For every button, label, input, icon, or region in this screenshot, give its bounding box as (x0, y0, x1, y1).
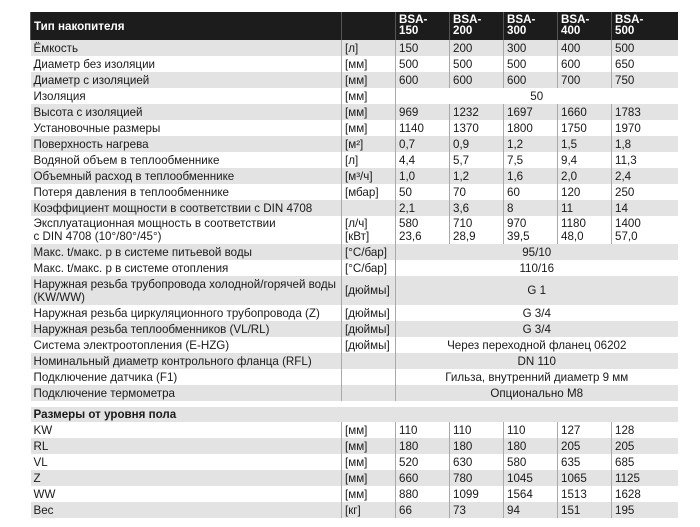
spec-label: Наружная резьба трубопровода холодной/горячей воды (KW/WW) (31, 276, 342, 305)
spec-value: 0,9 (450, 136, 504, 152)
spec-label: Изоляция (31, 88, 342, 104)
spec-row (31, 337, 678, 353)
spec-row (31, 276, 678, 305)
floor-value: 1125 (612, 470, 678, 486)
floor-value: 180 (396, 438, 450, 454)
floor-value: 205 (612, 438, 678, 454)
spec-value: 400 (558, 40, 612, 56)
spec-value: 600 (450, 72, 504, 88)
spec-value: 600 (504, 72, 558, 88)
spec-value: 1800 (504, 120, 558, 136)
spec-value: 250 (612, 184, 678, 200)
spec-row (31, 168, 678, 184)
spec-value: 1783 (612, 104, 678, 120)
floor-value: 94 (504, 502, 558, 518)
spec-unit: [мм] (342, 72, 396, 88)
spec-value: 970 39,5 (504, 216, 558, 244)
spec-label: Ёмкость (31, 40, 342, 56)
spec-value: 8 (504, 200, 558, 216)
floor-value: 195 (612, 502, 678, 518)
spec-value: 5,7 (450, 152, 504, 168)
floor-unit: [кг] (342, 502, 396, 518)
floor-value: 110 (396, 422, 450, 438)
spec-value: 1660 (558, 104, 612, 120)
floor-value: 1045 (504, 470, 558, 486)
spec-row (31, 152, 678, 168)
spec-label: Высота с изоляцией (31, 104, 342, 120)
floor-row (31, 502, 678, 518)
spec-row (31, 120, 678, 136)
floor-row (31, 470, 678, 486)
floor-value: 520 (396, 454, 450, 470)
spec-value-span: 110/16 (396, 260, 678, 276)
floor-value: 780 (450, 470, 504, 486)
spec-row (31, 136, 678, 152)
spec-value: 500 (396, 56, 450, 72)
spec-row (31, 385, 678, 401)
spec-value: 500 (450, 56, 504, 72)
section-title: Размеры от уровня пола (31, 407, 678, 422)
spec-unit: [л/ч] [кВт] (342, 216, 396, 244)
spec-label: Объемный расход в теплообменнике (31, 168, 342, 184)
spec-value: 11 (558, 200, 612, 216)
spec-value: 1697 (504, 104, 558, 120)
spec-unit: [дюймы] (342, 321, 396, 337)
spec-value: 700 (558, 72, 612, 88)
spec-value: 9,4 (558, 152, 612, 168)
spec-value: 1370 (450, 120, 504, 136)
spec-label: Наружная резьба циркуляционного трубопровода (Z) (31, 305, 342, 321)
spec-unit: [мм] (342, 88, 396, 104)
model-header: BSA- 400 (558, 12, 612, 40)
spec-unit: [мбар] (342, 184, 396, 200)
spec-value: 710 28,9 (450, 216, 504, 244)
floor-unit: [мм] (342, 438, 396, 454)
spec-value-span: 95/10 (396, 244, 678, 260)
spec-value: 2,4 (612, 168, 678, 184)
spec-value-span: Через переходной фланец 06202 (396, 337, 678, 353)
spec-row (31, 72, 678, 88)
floor-label: RL (31, 438, 342, 454)
spec-row (31, 88, 678, 104)
model-header: BSA- 200 (450, 12, 504, 40)
spec-label: Коэффициент мощности в соответствии с DIN 4708 (31, 200, 342, 216)
spec-unit: [л] (342, 152, 396, 168)
spec-label: Водяной объем в теплообменнике (31, 152, 342, 168)
spec-value: 300 (504, 40, 558, 56)
spec-value: 1,0 (396, 168, 450, 184)
spec-value: 1750 (558, 120, 612, 136)
spec-value: 2,1 (396, 200, 450, 216)
spec-value: 750 (612, 72, 678, 88)
floor-value: 580 (504, 454, 558, 470)
floor-value: 127 (558, 422, 612, 438)
spec-label: Установочные размеры (31, 120, 342, 136)
floor-value: 1564 (504, 486, 558, 502)
floor-unit: [мм] (342, 470, 396, 486)
spec-value: 7,5 (504, 152, 558, 168)
spec-unit (342, 200, 396, 216)
spec-value: 1232 (450, 104, 504, 120)
spec-value: 500 (612, 40, 678, 56)
floor-value: 630 (450, 454, 504, 470)
floor-value: 66 (396, 502, 450, 518)
spec-value: 50 (396, 184, 450, 200)
spec-value-span: G 1 (396, 276, 678, 305)
spec-value: 3,6 (450, 200, 504, 216)
spec-unit (342, 353, 396, 369)
spec-label: Макс. t/макс. p в системе питьевой воды (31, 244, 342, 260)
spec-label: Номинальный диаметр контрольного фланца (RFL) (31, 353, 342, 369)
floor-value: 110 (450, 422, 504, 438)
spec-row (31, 40, 678, 56)
spec-table (30, 12, 678, 518)
spec-label: Эксплуатационная мощность в соответствии с DIN 4708 (10°/80°/45°) (31, 216, 342, 244)
spec-row (31, 353, 678, 369)
spec-row (31, 369, 678, 385)
floor-row (31, 422, 678, 438)
floor-row (31, 454, 678, 470)
spec-unit: [л] (342, 40, 396, 56)
spec-unit: [м²] (342, 136, 396, 152)
unit-header (342, 12, 396, 40)
spec-value: 600 (558, 56, 612, 72)
floor-value: 1513 (558, 486, 612, 502)
spec-unit: [°C/бар] (342, 244, 396, 260)
spec-row (31, 321, 678, 337)
spec-value: 1140 (396, 120, 450, 136)
spec-unit: [мм] (342, 120, 396, 136)
floor-value: 110 (504, 422, 558, 438)
spec-value-span: DN 110 (396, 353, 678, 369)
spec-value: 1400 57,0 (612, 216, 678, 244)
spec-unit (342, 369, 396, 385)
spec-value-span: G 3/4 (396, 321, 678, 337)
spec-unit: [дюймы] (342, 305, 396, 321)
spec-value: 11,3 (612, 152, 678, 168)
floor-value: 660 (396, 470, 450, 486)
spec-value: 969 (396, 104, 450, 120)
spec-value: 60 (504, 184, 558, 200)
spec-unit: [м³/ч] (342, 168, 396, 184)
spec-value-span: G 3/4 (396, 305, 678, 321)
spec-value: 200 (450, 40, 504, 56)
floor-value: 205 (558, 438, 612, 454)
spec-label: Макс. t/макс. p в системе отопления (31, 260, 342, 276)
spec-label: Подключение термометра (31, 385, 342, 401)
floor-label: Вес (31, 502, 342, 518)
spec-value: 1,2 (450, 168, 504, 184)
spec-value: 120 (558, 184, 612, 200)
spec-unit: [°C/бар] (342, 260, 396, 276)
spec-value: 1180 48,0 (558, 216, 612, 244)
spec-value: 1,5 (558, 136, 612, 152)
spec-row (31, 244, 678, 260)
spec-row (31, 104, 678, 120)
spec-value: 70 (450, 184, 504, 200)
floor-unit: [мм] (342, 422, 396, 438)
spec-value: 600 (396, 72, 450, 88)
table-title: Тип накопителя (31, 12, 342, 40)
spec-value: 1,6 (504, 168, 558, 184)
spec-value: 580 23,6 (396, 216, 450, 244)
floor-unit: [мм] (342, 486, 396, 502)
floor-value: 180 (504, 438, 558, 454)
floor-value: 151 (558, 502, 612, 518)
spec-value: 4,4 (396, 152, 450, 168)
spec-value-span: Опционально M8 (396, 385, 678, 401)
spec-label: Подключение датчика (F1) (31, 369, 342, 385)
spec-row (31, 216, 678, 244)
floor-value: 180 (450, 438, 504, 454)
header-row (31, 12, 678, 40)
floor-value: 635 (558, 454, 612, 470)
floor-value: 880 (396, 486, 450, 502)
floor-row (31, 438, 678, 454)
section-header-row (31, 407, 678, 422)
spec-unit: [мм] (342, 56, 396, 72)
spec-label: Система электроотопления (E-HZG) (31, 337, 342, 353)
spec-value: 1970 (612, 120, 678, 136)
model-header: BSA- 500 (612, 12, 678, 40)
spec-label: Наружная резьба теплообменников (VL/RL) (31, 321, 342, 337)
floor-label: Z (31, 470, 342, 486)
spec-unit: [дюймы] (342, 276, 396, 305)
spec-value: 1,2 (504, 136, 558, 152)
floor-value: 1099 (450, 486, 504, 502)
spec-value: 0,7 (396, 136, 450, 152)
spec-label: Диаметр без изоляции (31, 56, 342, 72)
spec-value: 1,8 (612, 136, 678, 152)
floor-value: 73 (450, 502, 504, 518)
spec-unit: [дюймы] (342, 337, 396, 353)
spec-label: Потеря давления в теплообменнике (31, 184, 342, 200)
floor-value: 1065 (558, 470, 612, 486)
spec-value-span: Гильза, внутренний диаметр 9 мм (396, 369, 678, 385)
floor-label: WW (31, 486, 342, 502)
spec-row (31, 56, 678, 72)
floor-value: 1628 (612, 486, 678, 502)
floor-label: KW (31, 422, 342, 438)
spec-value: 500 (504, 56, 558, 72)
spec-value: 150 (396, 40, 450, 56)
model-header: BSA- 150 (396, 12, 450, 40)
spec-unit: [мм] (342, 104, 396, 120)
model-header: BSA- 300 (504, 12, 558, 40)
spec-row (31, 200, 678, 216)
floor-label: VL (31, 454, 342, 470)
spec-value: 14 (612, 200, 678, 216)
floor-value: 128 (612, 422, 678, 438)
spec-row (31, 184, 678, 200)
floor-unit: [мм] (342, 454, 396, 470)
floor-value: 685 (612, 454, 678, 470)
spec-label: Поверхность нагрева (31, 136, 342, 152)
spec-value: 650 (612, 56, 678, 72)
floor-row (31, 486, 678, 502)
spec-label: Диаметр с изоляцией (31, 72, 342, 88)
spec-value: 2,0 (558, 168, 612, 184)
spec-row (31, 260, 678, 276)
spec-row (31, 305, 678, 321)
spec-value-span: 50 (396, 88, 678, 104)
spec-unit (342, 385, 396, 401)
